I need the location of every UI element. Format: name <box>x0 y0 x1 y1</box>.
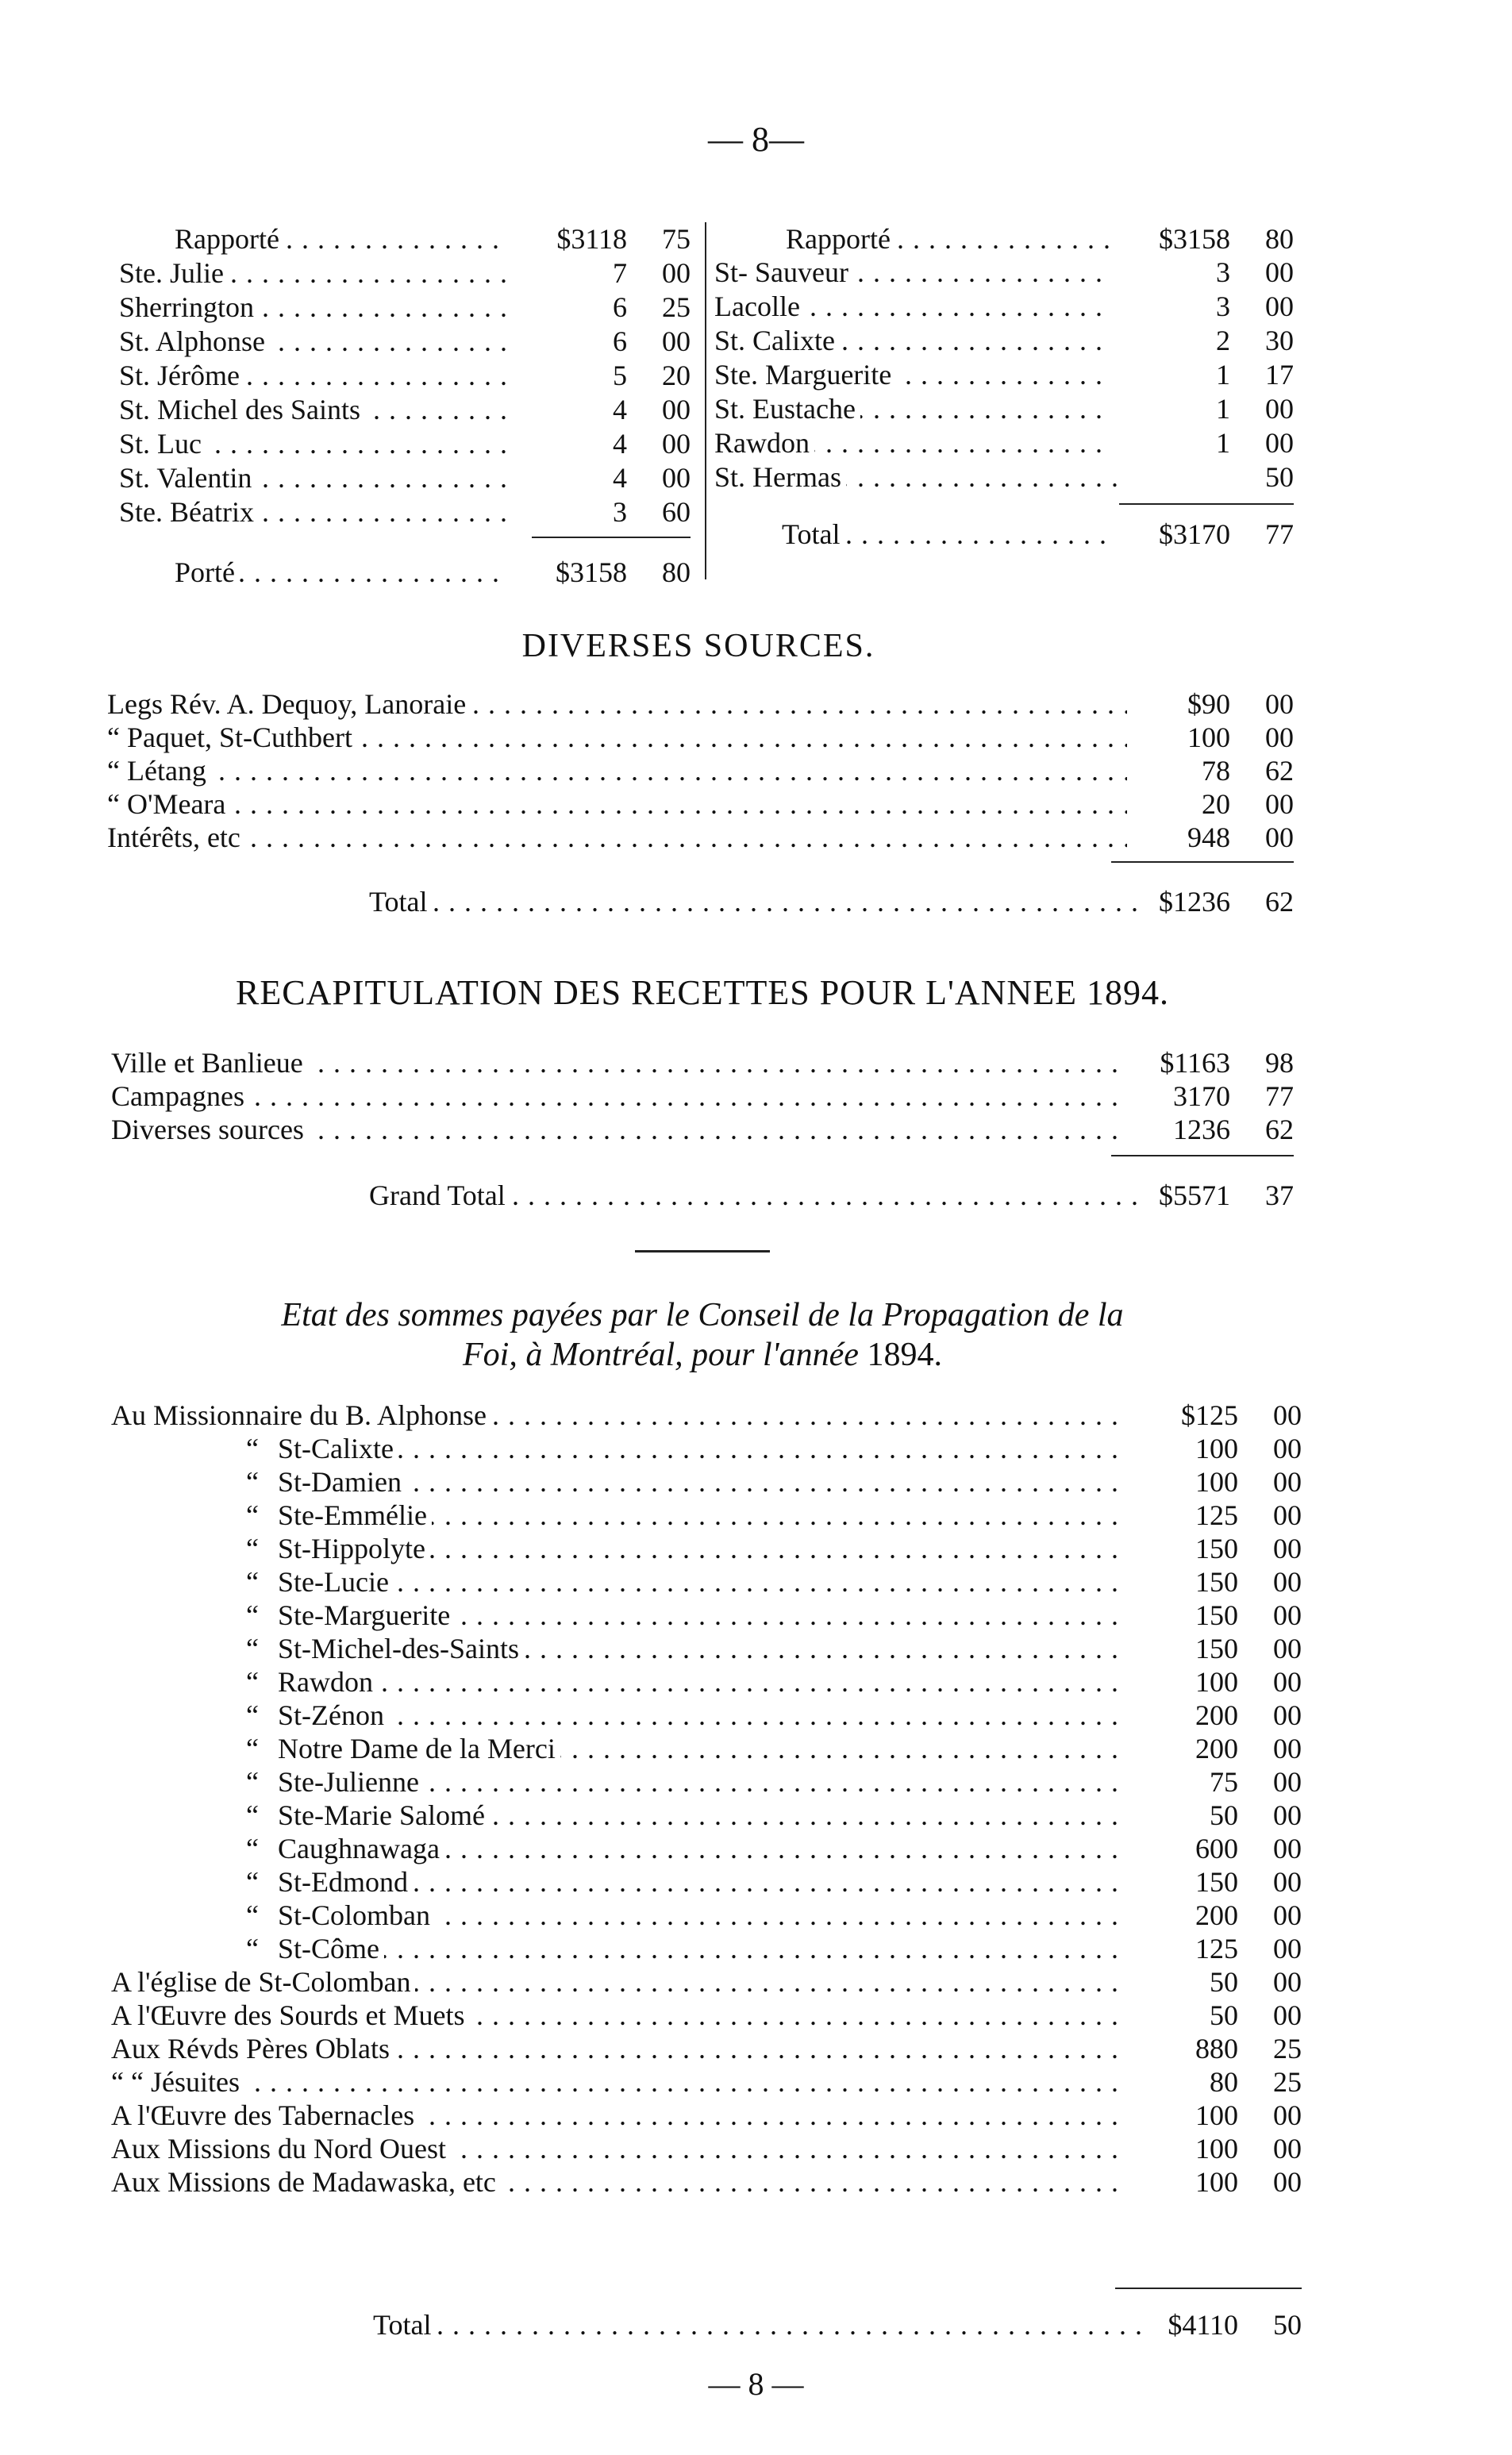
row-dollars: 150 <box>1151 1532 1238 1565</box>
row-label-wrap <box>119 291 532 324</box>
row-dollars: 125 <box>1151 1932 1238 1965</box>
row-label: St. Michel des Saints <box>119 394 365 425</box>
table-row <box>119 495 691 529</box>
row-label-wrap <box>111 2099 1127 2132</box>
table-row <box>111 1999 1302 2032</box>
row-dollars: 100 <box>1151 1465 1238 1499</box>
diverses-total-cents: 62 <box>1265 886 1294 918</box>
row-cents: 00 <box>1273 1966 1302 1998</box>
row-label-wrap <box>107 821 1127 854</box>
row-cents: 00 <box>662 394 691 425</box>
row-dollars: 100 <box>1143 721 1230 754</box>
table-row <box>111 1865 1302 1899</box>
recap-total-dollars: $5571 <box>1143 1179 1230 1212</box>
table-row <box>111 1732 1302 1765</box>
right-header-row <box>714 222 1294 256</box>
table-row <box>714 256 1294 290</box>
row-dollars: 20 <box>1143 787 1230 821</box>
ditto-mark: “ <box>111 1632 278 1665</box>
row-label: Lacolle <box>714 291 805 322</box>
etat-total-rule <box>1115 2288 1302 2289</box>
row-label: Ste-Emmélie <box>278 1499 432 1531</box>
row-cents: 00 <box>1273 1433 1302 1464</box>
row-dollars: 4 <box>508 461 627 494</box>
row-dollars: 200 <box>1151 1699 1238 1732</box>
row-label-wrap <box>111 1832 1127 1865</box>
row-cents: 60 <box>662 496 691 528</box>
diverses-total <box>107 885 1294 918</box>
row-label-wrap <box>111 1113 1127 1146</box>
row-label: Aux Révds Pères Oblats <box>111 2033 394 2064</box>
row-cents: 50 <box>1265 461 1294 493</box>
row-dollars: 5 <box>508 359 627 392</box>
row-dollars: 6 <box>508 325 627 358</box>
row-label-wrap <box>119 495 532 529</box>
row-cents: 20 <box>662 360 691 391</box>
left-total-rule <box>532 537 691 538</box>
row-label: Sherrington <box>119 291 259 323</box>
row-dollars: $125 <box>1151 1399 1238 1432</box>
row-cents: 77 <box>1265 1080 1294 1112</box>
row-cents: 00 <box>1265 822 1294 853</box>
etat-title-line2-text: Foi, à Montréal, pour l'année <box>463 1337 859 1373</box>
row-dollars: 3 <box>508 495 627 529</box>
ditto-mark: “ <box>111 1599 278 1632</box>
table-row <box>111 2132 1302 2165</box>
row-label: St-Damien <box>278 1466 406 1498</box>
row-dollars: 3 <box>1111 290 1230 323</box>
row-label: St-Zénon <box>278 1699 389 1731</box>
row-label: St. Eustache <box>714 393 860 425</box>
row-label-wrap <box>119 393 532 426</box>
left-header-cents: 75 <box>662 223 691 255</box>
row-label-wrap <box>119 256 532 290</box>
row-label: “ Létang <box>107 755 211 787</box>
right-column <box>714 222 1294 550</box>
row-label: Caughnawaga <box>278 1833 444 1864</box>
row-label-wrap <box>111 1565 1127 1599</box>
section-divider <box>635 1250 770 1253</box>
row-dollars: 7 <box>508 256 627 290</box>
row-dollars: 150 <box>1151 1565 1238 1599</box>
table-row <box>714 426 1294 460</box>
table-row <box>119 427 691 461</box>
row-dollars: 100 <box>1151 1665 1238 1699</box>
row-cents: 00 <box>1265 393 1294 425</box>
row-dollars: 200 <box>1151 1899 1238 1932</box>
table-row <box>111 1565 1302 1599</box>
left-header-row <box>119 222 691 256</box>
right-total-cents: 77 <box>1265 518 1294 550</box>
table-row <box>111 2099 1302 2132</box>
row-cents: 00 <box>1273 1799 1302 1831</box>
table-row <box>119 256 691 291</box>
row-label: A l'église de St-Colomban <box>111 1966 415 1998</box>
row-label: St-Michel-des-Saints <box>278 1633 524 1664</box>
right-total-dollars: $3170 <box>1111 518 1230 551</box>
table-row <box>107 721 1294 754</box>
row-dollars: 125 <box>1151 1499 1238 1532</box>
row-dollars: 1 <box>1111 358 1230 391</box>
row-label-wrap <box>107 787 1127 821</box>
row-cents: 00 <box>1273 1833 1302 1864</box>
row-label-wrap <box>111 1999 1127 2032</box>
table-row <box>111 1699 1302 1732</box>
table-row <box>119 461 691 495</box>
row-dollars: 3 <box>1111 256 1230 289</box>
row-label: Legs Rév. A. Dequoy, Lanoraie <box>107 688 471 720</box>
ditto-mark: “ <box>111 1532 278 1565</box>
etat-title <box>103 1295 1302 1375</box>
table-row <box>119 325 691 359</box>
table-row <box>111 1665 1302 1699</box>
right-total-row <box>714 518 1294 551</box>
table-row <box>119 291 691 325</box>
row-label-wrap <box>111 1046 1127 1079</box>
row-label: Campagnes <box>111 1080 249 1112</box>
row-label: St-Côme <box>278 1933 384 1964</box>
right-total-rule <box>1119 503 1294 505</box>
row-label: St-Edmond <box>278 1866 413 1898</box>
table-row <box>714 290 1294 324</box>
right-header-cents: 80 <box>1265 223 1294 255</box>
row-label-wrap <box>107 754 1127 787</box>
row-dollars: 1 <box>1111 426 1230 460</box>
ditto-mark: “ <box>111 1499 278 1532</box>
row-label: Aux Missions de Madawaska, etc <box>111 2166 501 2198</box>
right-header-label: Rapporté <box>786 223 895 255</box>
row-cents: 00 <box>1273 1999 1302 2031</box>
table-row <box>111 1599 1302 1632</box>
row-dollars: 100 <box>1151 1432 1238 1465</box>
row-label-wrap <box>111 1599 1127 1632</box>
row-dollars: 50 <box>1151 1999 1238 2032</box>
row-label: St. Hermas <box>714 461 846 493</box>
row-cents: 00 <box>662 428 691 460</box>
row-dollars: 80 <box>1151 2065 1238 2099</box>
row-cents: 00 <box>1273 1533 1302 1564</box>
row-cents: 00 <box>662 462 691 494</box>
row-label-wrap <box>119 359 532 392</box>
row-cents: 00 <box>1273 1766 1302 1798</box>
row-label-wrap <box>111 1632 1127 1665</box>
table-row <box>111 1465 1302 1499</box>
row-dollars: 2 <box>1111 324 1230 357</box>
row-label-wrap <box>111 1532 1127 1565</box>
row-label-wrap <box>714 426 1119 460</box>
row-label: Ste-Lucie <box>278 1566 394 1598</box>
ditto-mark: “ <box>111 1899 278 1932</box>
row-label-wrap <box>714 290 1119 323</box>
row-dollars: 50 <box>1151 1799 1238 1832</box>
row-label-wrap <box>111 1799 1127 1832</box>
table-row <box>111 2165 1302 2199</box>
row-label: A l'Œuvre des Sourds et Muets <box>111 1999 469 2031</box>
etat-title-year: 1894. <box>867 1337 942 1373</box>
row-label: Ste. Béatrix <box>119 496 259 528</box>
row-dollars: $1163 <box>1143 1046 1230 1079</box>
row-label: St. Valentin <box>119 462 256 494</box>
row-dollars: 6 <box>508 291 627 324</box>
table-row <box>111 2032 1302 2065</box>
table-row <box>111 1765 1302 1799</box>
row-label: St. Alphonse <box>119 325 270 357</box>
ditto-mark: “ <box>111 1865 278 1899</box>
row-cents: 00 <box>1265 291 1294 322</box>
row-label: St- Sauveur <box>714 256 853 288</box>
table-row <box>714 358 1294 392</box>
ditto-mark: “ <box>111 1465 278 1499</box>
row-label-wrap <box>714 324 1119 357</box>
row-label-wrap <box>111 2032 1127 2065</box>
recap-title: RECAPITULATION DES RECETTES POUR L'ANNEE 1894. <box>236 973 1169 1012</box>
left-total-label: Porté <box>175 556 240 588</box>
row-dollars: 100 <box>1151 2132 1238 2165</box>
row-cents: 62 <box>1265 755 1294 787</box>
right-total-label: Total <box>782 518 844 550</box>
diverses-title: DIVERSES SOURCES. <box>521 628 875 664</box>
row-label: Ste-Marie Salomé <box>278 1799 490 1831</box>
table-row <box>111 1965 1302 1999</box>
left-total-cents: 80 <box>662 556 691 588</box>
row-label: Rawdon <box>714 427 814 459</box>
ditto-mark: “ <box>111 1932 278 1965</box>
row-cents: 00 <box>1273 1733 1302 1764</box>
row-dollars: 150 <box>1151 1599 1238 1632</box>
page-number-bottom: — 8 — <box>708 2366 804 2402</box>
left-total-dollars: $3158 <box>508 556 627 589</box>
diverses-total-label: Total <box>369 886 432 918</box>
etat-total-label: Total <box>373 2309 436 2341</box>
row-label-wrap <box>111 1699 1127 1732</box>
right-header-dollars: $3158 <box>1111 222 1230 256</box>
row-label-wrap <box>111 1865 1127 1899</box>
table-row <box>119 393 691 427</box>
row-label: St. Luc <box>119 428 206 460</box>
row-label: “ “ Jésuites <box>111 2066 244 2098</box>
row-label: “ O'Meara <box>107 788 230 820</box>
row-cents: 25 <box>1273 2066 1302 2098</box>
row-cents: 62 <box>1265 1114 1294 1145</box>
ditto-mark: “ <box>111 1699 278 1732</box>
row-dollars: $90 <box>1143 687 1230 721</box>
table-row <box>714 392 1294 426</box>
row-cents: 00 <box>1265 256 1294 288</box>
row-label: St-Colomban <box>278 1899 435 1931</box>
row-label-wrap <box>119 427 532 460</box>
row-label-wrap <box>111 1499 1127 1532</box>
diverses-list <box>107 687 1294 854</box>
table-row <box>111 1899 1302 1932</box>
row-cents: 30 <box>1265 325 1294 356</box>
row-cents: 00 <box>1273 1866 1302 1898</box>
row-label: Au Missionnaire du B. Alphonse <box>111 1399 491 1431</box>
row-label-wrap <box>111 1465 1127 1499</box>
ditto-mark: “ <box>111 1832 278 1865</box>
recap-total-cents: 37 <box>1265 1179 1294 1211</box>
row-label-wrap <box>111 1965 1127 1999</box>
etat-title-line2 <box>103 1335 1302 1375</box>
table-row <box>111 2065 1302 2099</box>
row-cents: 00 <box>1273 2099 1302 2131</box>
row-label-wrap <box>111 1899 1127 1932</box>
row-cents: 25 <box>662 291 691 323</box>
row-label: Diverses sources <box>111 1114 309 1145</box>
table-row <box>714 324 1294 358</box>
row-label-wrap <box>111 2165 1127 2199</box>
row-dollars: 100 <box>1151 2165 1238 2199</box>
ditto-mark: “ <box>111 1765 278 1799</box>
recap-total <box>111 1179 1294 1212</box>
row-dollars: 75 <box>1151 1765 1238 1799</box>
row-cents: 00 <box>1273 1699 1302 1731</box>
row-dollars: 78 <box>1143 754 1230 787</box>
row-label: A l'Œuvre des Tabernacles <box>111 2099 419 2131</box>
row-label-wrap <box>714 358 1119 391</box>
row-cents: 00 <box>1273 2166 1302 2198</box>
row-cents: 00 <box>1265 788 1294 820</box>
row-cents: 00 <box>1265 688 1294 720</box>
row-cents: 25 <box>1273 2033 1302 2064</box>
row-dollars: 200 <box>1151 1732 1238 1765</box>
row-dollars: 880 <box>1151 2032 1238 2065</box>
table-row <box>107 754 1294 787</box>
diverses-total-dollars: $1236 <box>1143 885 1230 918</box>
row-label: Notre Dame de la Merci <box>278 1733 560 1764</box>
row-cents: 17 <box>1265 359 1294 391</box>
table-row <box>107 787 1294 821</box>
table-row <box>111 1399 1302 1432</box>
row-label-wrap <box>107 721 1127 754</box>
row-dollars: 3170 <box>1143 1079 1230 1113</box>
row-cents: 00 <box>1273 1633 1302 1664</box>
row-label-wrap <box>111 1932 1127 1965</box>
row-dollars: 600 <box>1151 1832 1238 1865</box>
row-label-wrap <box>119 461 532 494</box>
etat-total <box>111 2308 1302 2341</box>
table-row <box>107 687 1294 721</box>
table-row <box>111 1932 1302 1965</box>
row-dollars: 948 <box>1143 821 1230 854</box>
row-label: Ville et Banlieue <box>111 1047 308 1079</box>
row-cents: 00 <box>662 257 691 289</box>
row-label: Ste-Julienne <box>278 1766 424 1798</box>
page-number-top: — 8— <box>708 120 804 159</box>
ditto-mark: “ <box>111 1665 278 1699</box>
diverses-total-rule <box>1111 861 1294 863</box>
etat-list <box>111 1399 1302 2199</box>
table-row <box>111 1499 1302 1532</box>
left-header-label: Rapporté <box>175 223 284 255</box>
column-divider <box>705 222 706 579</box>
row-label-wrap <box>111 1732 1127 1765</box>
row-label: Ste. Marguerite <box>714 359 896 391</box>
table-row <box>119 359 691 393</box>
row-cents: 00 <box>1273 1933 1302 1964</box>
table-row <box>111 1632 1302 1665</box>
row-label: St-Hippolyte <box>278 1533 430 1564</box>
row-dollars: 4 <box>508 393 627 426</box>
etat-total-dollars: $4110 <box>1151 2308 1238 2341</box>
row-dollars: 4 <box>508 427 627 460</box>
row-cents: 00 <box>1273 1399 1302 1431</box>
row-cents: 00 <box>1273 1899 1302 1931</box>
row-label-wrap <box>119 325 532 358</box>
row-label-wrap <box>111 1765 1127 1799</box>
table-row <box>107 821 1294 854</box>
left-header-dollars: $3118 <box>508 222 627 256</box>
table-row <box>111 1532 1302 1565</box>
row-label-wrap <box>111 1399 1127 1432</box>
row-label-wrap <box>107 687 1127 721</box>
row-cents: 00 <box>1273 1566 1302 1598</box>
row-label: “ Paquet, St-Cuthbert <box>107 721 357 753</box>
row-label: Aux Missions du Nord Ouest <box>111 2133 451 2164</box>
row-label-wrap <box>714 392 1119 425</box>
row-label-wrap <box>111 1665 1127 1699</box>
row-dollars: 1 <box>1111 392 1230 425</box>
row-label-wrap <box>111 2132 1127 2165</box>
row-label-wrap <box>714 256 1119 289</box>
row-dollars: 50 <box>1151 1965 1238 1999</box>
table-row <box>714 460 1294 494</box>
row-label: St. Calixte <box>714 325 840 356</box>
ditto-mark: “ <box>111 1565 278 1599</box>
row-label-wrap <box>111 1432 1127 1465</box>
row-dollars: 100 <box>1151 2099 1238 2132</box>
table-row <box>111 1432 1302 1465</box>
etat-title-line1: Etat des sommes payées par le Conseil de la Propagation de la <box>281 1297 1124 1333</box>
recap-total-label: Grand Total <box>369 1179 510 1211</box>
row-cents: 98 <box>1265 1047 1294 1079</box>
row-cents: 00 <box>1273 1599 1302 1631</box>
row-label-wrap <box>714 460 1119 494</box>
left-column <box>119 222 691 588</box>
row-cents: 00 <box>1273 2133 1302 2164</box>
row-cents: 00 <box>1273 1466 1302 1498</box>
row-cents: 00 <box>1273 1499 1302 1531</box>
row-cents: 00 <box>1265 721 1294 753</box>
table-row <box>111 1799 1302 1832</box>
row-dollars: 1236 <box>1143 1113 1230 1146</box>
ditto-mark: “ <box>111 1799 278 1832</box>
left-total-row <box>119 556 691 589</box>
row-dollars: 150 <box>1151 1632 1238 1665</box>
row-cents: 00 <box>1265 427 1294 459</box>
row-label: Intérêts, etc <box>107 822 245 853</box>
recap-list <box>111 1046 1294 1146</box>
recap-total-rule <box>1111 1155 1294 1156</box>
row-dollars: 150 <box>1151 1865 1238 1899</box>
row-label-wrap <box>111 1079 1127 1113</box>
row-label: Ste. Julie <box>119 257 229 289</box>
row-label: Ste-Marguerite <box>278 1599 455 1631</box>
row-label: St. Jérôme <box>119 360 244 391</box>
row-label: Rawdon <box>278 1666 378 1698</box>
ditto-mark: “ <box>111 1432 278 1465</box>
row-label-wrap <box>111 2065 1127 2099</box>
row-cents: 00 <box>1273 1666 1302 1698</box>
row-cents: 00 <box>662 325 691 357</box>
table-row <box>111 1046 1294 1079</box>
table-row <box>111 1113 1294 1146</box>
table-row <box>111 1832 1302 1865</box>
ditto-mark: “ <box>111 1732 278 1765</box>
etat-total-cents: 50 <box>1273 2309 1302 2341</box>
row-label: St-Calixte <box>278 1433 398 1464</box>
table-row <box>111 1079 1294 1113</box>
